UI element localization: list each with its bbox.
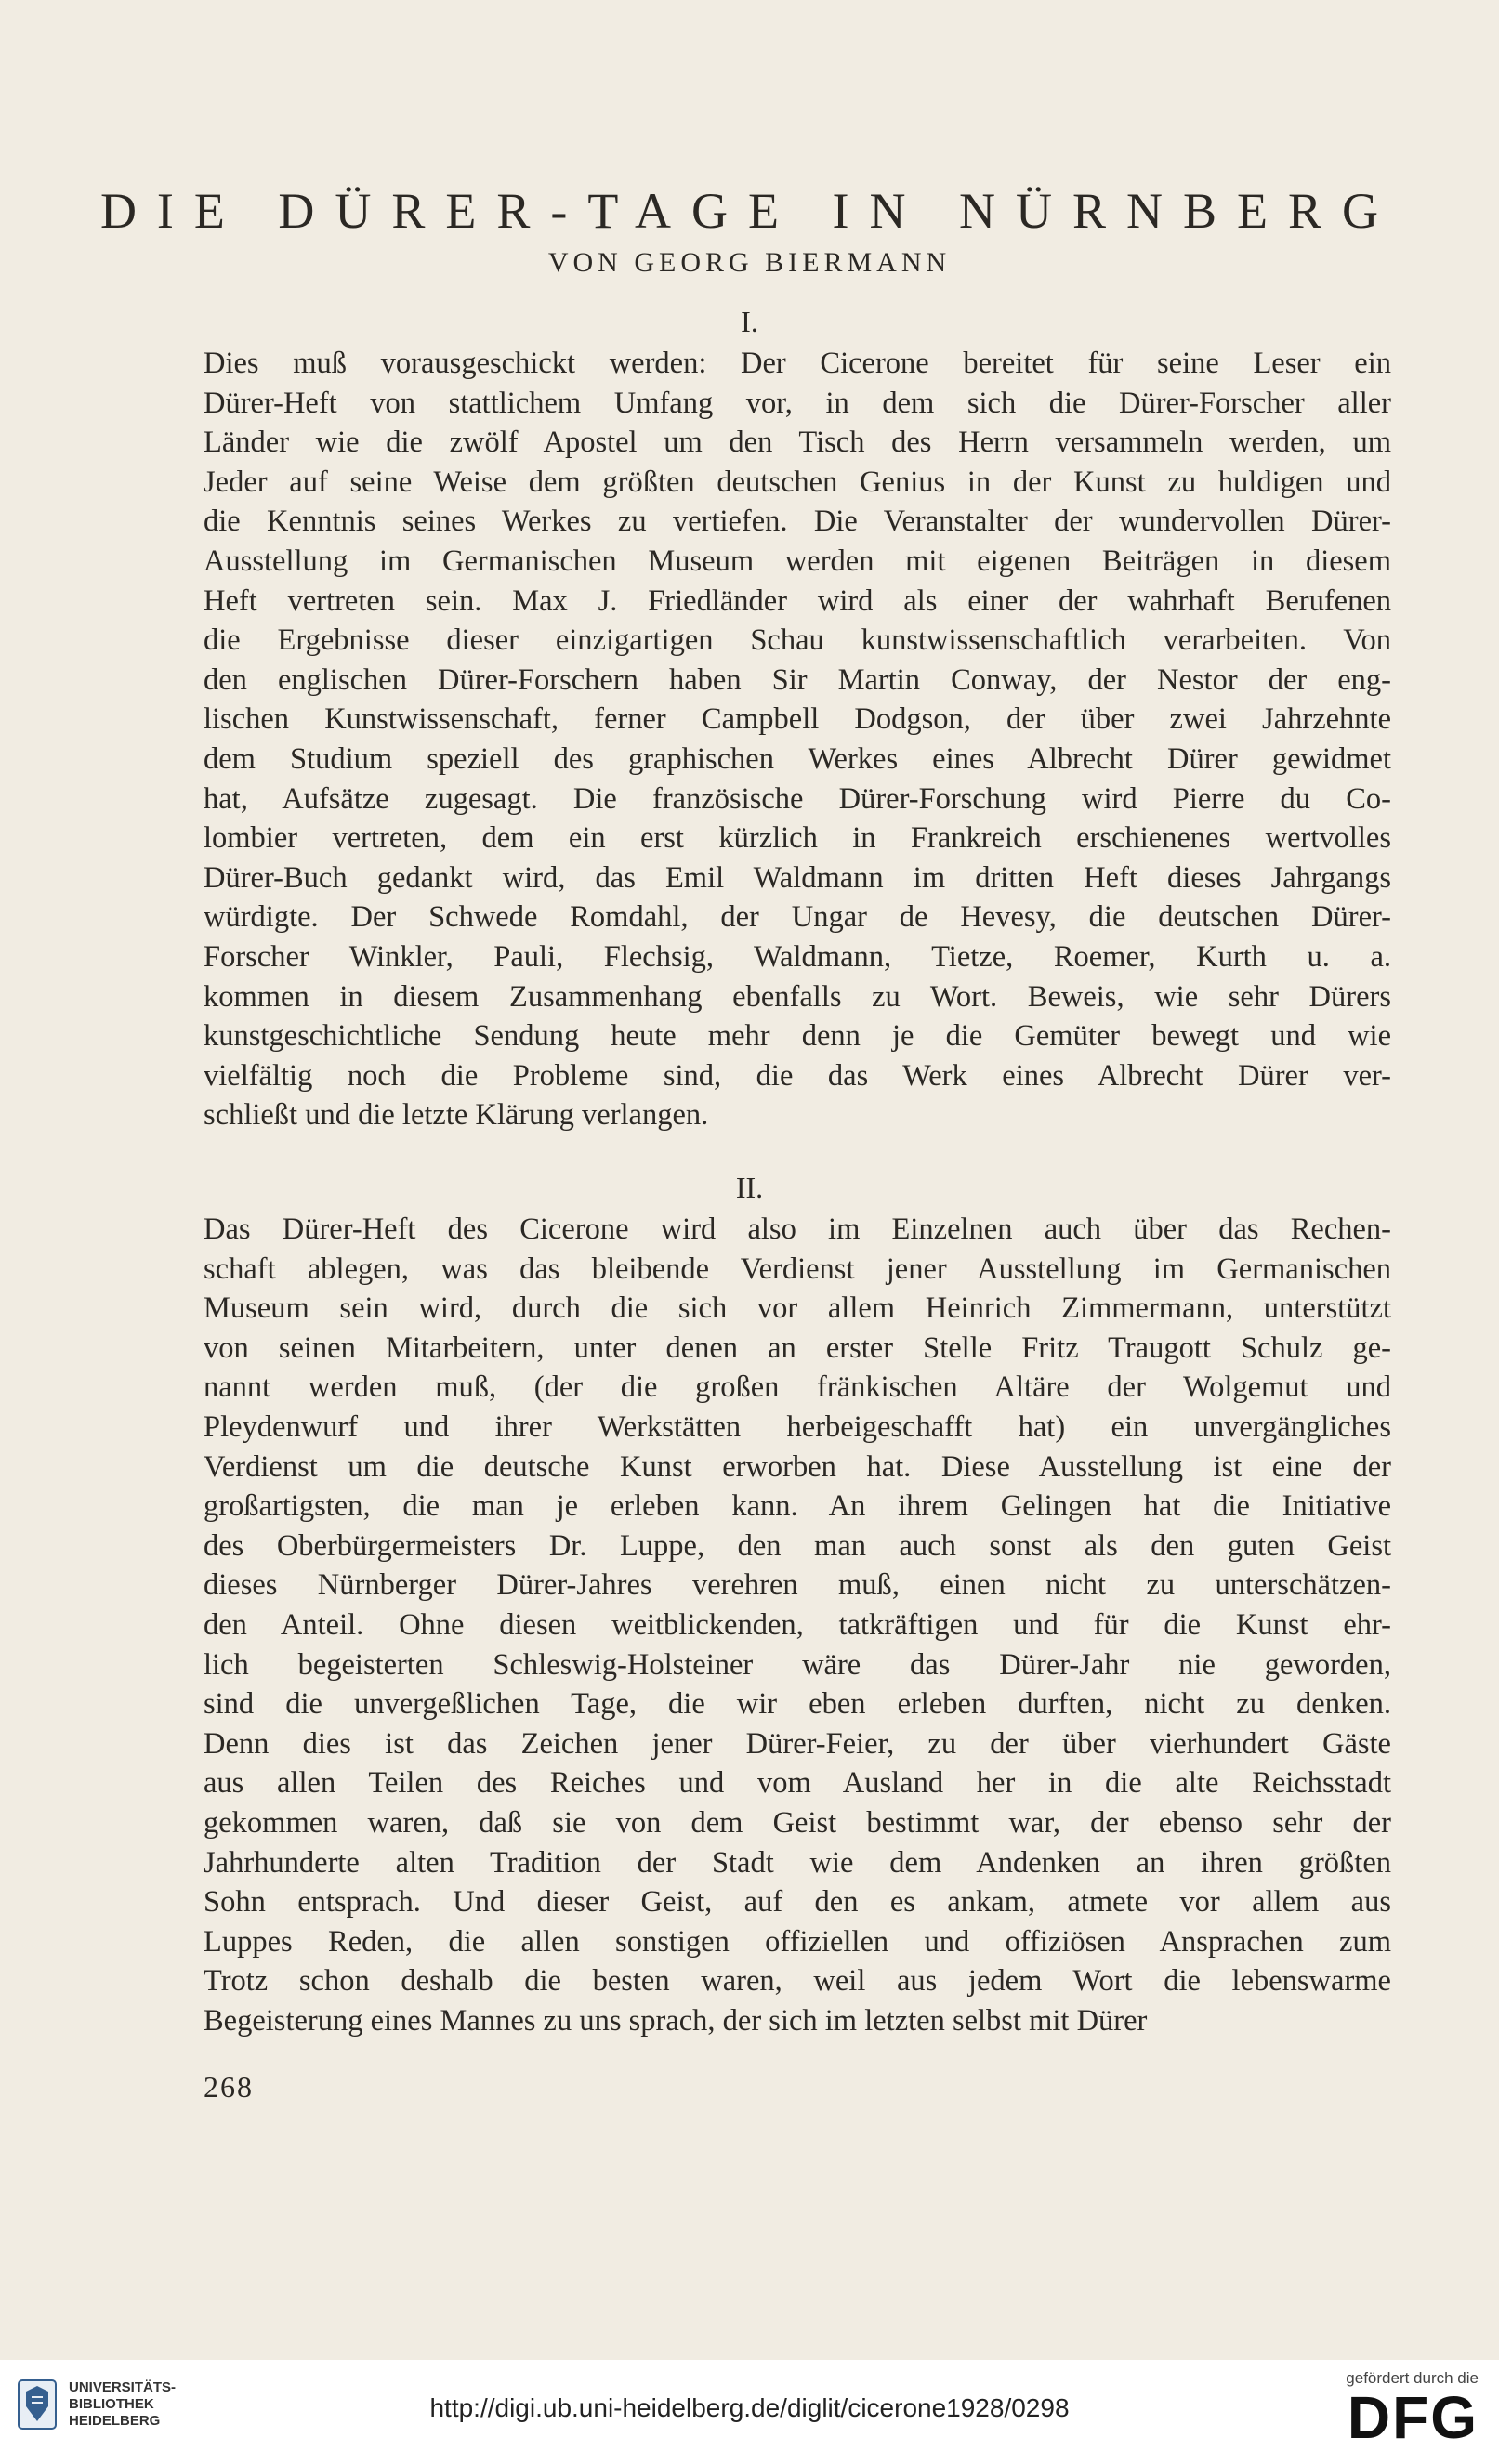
text-line: sind die unvergeßlichen Tage, die wir eben erleben durften, nicht zu denken. xyxy=(204,1687,1391,1722)
text-line: dieses Nürnberger Dürer-Jahres verehren muß, einen nicht zu unterschätzen- xyxy=(204,1568,1391,1603)
text-line: lischen Kunstwissenschaft, ferner Campbell Dodgson, der über zwei Jahrzehnte xyxy=(204,702,1391,737)
source-url-link[interactable]: http://digi.ub.uni-heidelberg.de/diglit/cicerone1928/0298 xyxy=(429,2393,1070,2422)
dfg-logo-text: DFG xyxy=(1347,2384,1479,2451)
page-number: 268 xyxy=(204,2070,254,2104)
text-line: großartigsten, die man je erleben kann. An ihrem Gelingen hat die Initiative xyxy=(204,1489,1391,1524)
text-line: Jeder auf seine Weise dem größten deutschen Genius in der Kunst zu huldigen und xyxy=(204,465,1391,499)
text-line: Länder wie die zwölf Apostel um den Tisch des Herrn versammeln werden, um xyxy=(204,426,1391,460)
text-line: kunstgeschichtliche Sendung heute mehr denn je die Gemüter bewegt und wie xyxy=(204,1019,1391,1054)
text-line: vielfältig noch die Probleme sind, die das Werk eines Albrecht Dürer ver- xyxy=(204,1058,1391,1093)
text-line: Museum sein wird, durch die sich vor allem Heinrich Zimmermann, unterstützt xyxy=(204,1291,1391,1326)
text-line: Das Dürer-Heft des Cicerone wird also im Einzelnen auch über das Rechen- xyxy=(204,1212,1391,1246)
text-line: hat, Aufsätze zugesagt. Die französische Dürer-Forschung wird Pierre du Co- xyxy=(204,781,1391,816)
text-line: Trotz schon deshalb die besten waren, weil aus jedem Wort die lebenswarme xyxy=(204,1964,1391,1999)
text-line: den Anteil. Ohne diesen weitblickenden, tatkräftigen und für die Kunst ehr- xyxy=(204,1607,1391,1642)
text-line: dem Studium speziell des graphischen Werkes eines Albrecht Dürer gewidmet xyxy=(204,741,1391,776)
text-line: aus allen Teilen des Reiches und vom Ausland her in die alte Reichsstadt xyxy=(204,1766,1391,1801)
text-line: würdigte. Der Schwede Romdahl, der Ungar de Hevesy, die deutschen Dürer- xyxy=(204,900,1391,935)
text-line: lombier vertreten, dem ein erst kürzlich in Frankreich erschienenes wertvolles xyxy=(204,821,1391,856)
author-byline: VON GEORG BIERMANN xyxy=(547,247,952,278)
paragraph-section-1 xyxy=(204,344,1391,1135)
library-name-line-3: HEIDELBERG xyxy=(69,2413,161,2429)
digitization-footer xyxy=(0,2360,1499,2464)
text-line: Jahrhunderte alten Tradition der Stadt wie dem Andenken an ihren größten xyxy=(204,1845,1391,1880)
text-line: lich begeisterten Schleswig-Holsteiner wäre das Dürer-Jahr nie geworden, xyxy=(204,1647,1391,1682)
text-line: gekommen waren, daß sie von dem Geist bestimmt war, der ebenso sehr der xyxy=(204,1805,1391,1840)
text-line: des Oberbürgermeisters Dr. Luppe, den man auch sonst als den guten Geist xyxy=(204,1528,1391,1563)
text-line: schaft ablegen, was das bleibende Verdienst jener Ausstellung im Germanischen xyxy=(204,1252,1391,1286)
text-line: Dürer-Heft von stattlichem Umfang vor, in dem sich die Dürer-Forscher aller xyxy=(204,386,1391,420)
text-line: Dürer-Buch gedankt wird, das Emil Waldmann im dritten Heft dieses Jahrgangs xyxy=(204,860,1391,895)
text-line: den englischen Dürer-Forschern haben Sir Martin Conway, der Nestor der eng- xyxy=(204,662,1391,697)
text-line: Dies muß vorausgeschickt werden: Der Cicerone bereitet für seine Leser ein xyxy=(204,347,1391,380)
text-line: von seinen Mitarbeitern, unter denen an erster Stelle Fritz Traugott Schulz ge- xyxy=(204,1330,1391,1365)
text-line: Denn dies ist das Zeichen jener Dürer-Feier, zu der über vierhundert Gäste xyxy=(204,1726,1391,1761)
library-name-line-1: UNIVERSITÄTS- xyxy=(69,2379,177,2395)
text-line: Luppes Reden, die allen sonstigen offiziellen und offiziösen Ansprachen zum xyxy=(204,1924,1391,1959)
section-numeral-1: I. xyxy=(741,305,758,338)
text-line: Sohn entsprach. Und dieser Geist, auf den es ankam, atmete vor allem aus xyxy=(204,1885,1391,1920)
funder-logo[interactable] xyxy=(1346,2369,1479,2451)
text-line: schließt und die letzte Klärung verlangen. xyxy=(204,1098,709,1133)
paragraph-section-2 xyxy=(204,1210,1391,2040)
article-title: DIE DÜRER-TAGE IN NÜRNBERG xyxy=(99,183,1400,239)
text-line: Ausstellung im Germanischen Museum werden mit eigenen Beiträgen in diesem xyxy=(204,544,1391,578)
text-line: Verdienst um die deutsche Kunst erworben hat. Diese Ausstellung ist eine der xyxy=(204,1449,1391,1484)
text-line: Begeisterung eines Mannes zu uns sprach, der sich im letzten selbst mit Dürer xyxy=(204,2003,1148,2038)
text-line: die Ergebnisse dieser einzigartigen Schau kunstwissenschaftlich verarbeiten. Von xyxy=(204,623,1391,658)
library-name-line-2: BIBLIOTHEK xyxy=(69,2396,154,2412)
text-line: Forscher Winkler, Pauli, Flechsig, Waldmann, Tietze, Roemer, Kurth u. a. xyxy=(204,939,1391,974)
text-line: kommen in diesem Zusammenhang ebenfalls zu Wort. Beweis, wie sehr Dürers xyxy=(204,979,1391,1014)
text-line: die Kenntnis seines Werkes zu vertiefen. Die Veranstalter der wundervollen Dürer- xyxy=(204,505,1391,539)
text-line: nannt werden muß, (der die großen fränkischen Altäre der Wolgemut und xyxy=(204,1370,1391,1405)
funding-note: gefördert durch die xyxy=(1346,2369,1479,2387)
text-line: Heft vertreten sein. Max J. Friedländer wird als einer der wahrhaft Berufenen xyxy=(204,583,1391,618)
text-line: Pleydenwurf und ihrer Werkstätten herbeigeschafft hat) ein unvergängliches xyxy=(204,1409,1391,1444)
section-numeral-2: II. xyxy=(735,1171,764,1204)
